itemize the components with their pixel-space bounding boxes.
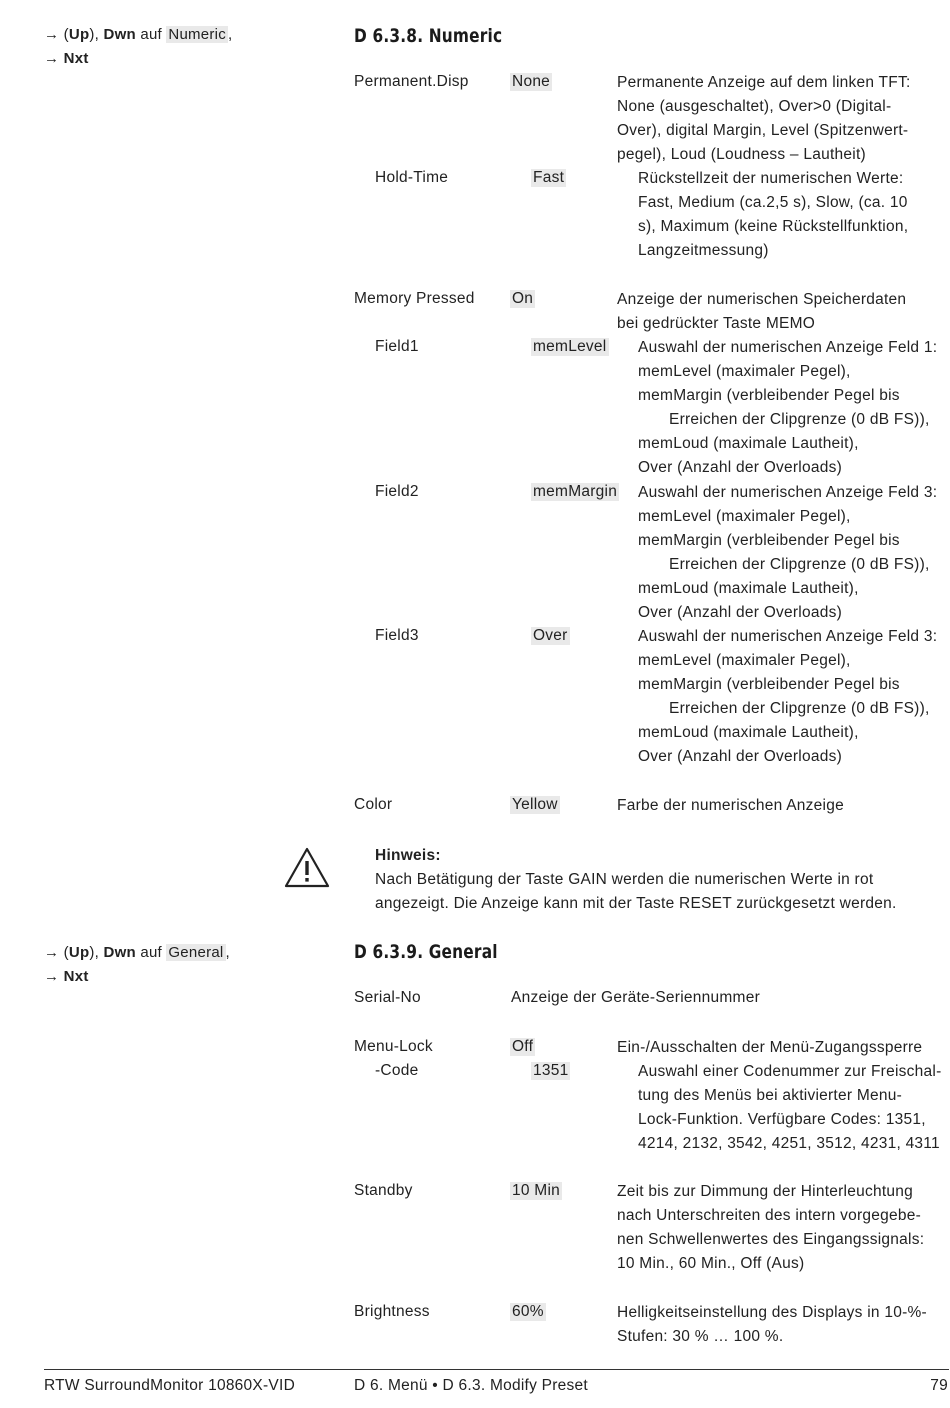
value-standby: 10 Min xyxy=(512,1182,561,1199)
footer-breadcrumb: D 6. Menü • D 6.3. Modify Preset xyxy=(354,1377,588,1394)
param-field3: Field3 xyxy=(375,627,419,644)
param-code: -Code xyxy=(375,1062,419,1079)
desc-memory-pressed: Anzeige der numerischen Speicherdaten bei gedrückter Taste MEMO xyxy=(617,291,907,333)
param-menu-lock: Menu-Lock xyxy=(354,1038,433,1055)
value-menu-lock: Off xyxy=(512,1038,534,1055)
value-field1: memLevel xyxy=(533,338,607,355)
desc-code: Auswahl einer Codenummer zur Freischal- tung des Menüs bei aktivierter Menu- Lock-Funktion. Verfügbare Codes: 1351, 4214, 2132, 3542, 4251, 3512, 4231, 4311 xyxy=(638,1063,942,1153)
key-nxt: Nxt xyxy=(63,50,89,67)
arrow-icon: → xyxy=(44,968,60,985)
key-dwn: Dwn xyxy=(103,944,136,961)
value-permanent-disp: None xyxy=(512,73,551,90)
param-memory-pressed: Memory Pressed xyxy=(354,290,475,307)
key-up: Up xyxy=(68,26,90,43)
param-standby: Standby xyxy=(354,1182,413,1199)
note-title: Hinweis: xyxy=(375,847,441,864)
footer-product: RTW SurroundMonitor 10860X-VID xyxy=(44,1377,296,1394)
desc-serial-no: Anzeige der Geräte-Seriennummer xyxy=(511,989,760,1006)
desc-field3: Auswahl der numerischen Anzeige Feld 3: memLevel (maximaler Pegel), memMargin (verbleibender Pegel bis Erreichen der Clipgrenze (0 dB FS)), memLoud (maximale Lautheit), Over (Anzahl der Overloads) xyxy=(638,628,938,766)
nav-hint-numeric: → (Up), Dwn auf Numeric , → Nxt xyxy=(44,26,233,67)
page-number: 79 xyxy=(930,1377,948,1394)
warning-icon xyxy=(284,846,330,888)
footer-divider xyxy=(44,1369,949,1370)
nav-hint-general: → (Up), Dwn auf General , → Nxt xyxy=(44,944,230,985)
menu-target-numeric: Numeric xyxy=(168,26,226,43)
desc-permanent-disp: Permanente Anzeige auf dem linken TFT: None (ausgeschaltet), Over>0 (Digital- Over), digital Margin, Level (Spitzenwert- pegel), Loud (Loudness – Lautheit) xyxy=(617,74,911,164)
param-hold-time: Hold-Time xyxy=(375,169,449,186)
section-title-general: D 6.3.9. General xyxy=(354,941,498,963)
key-nxt: Nxt xyxy=(63,968,89,985)
desc-color: Farbe der numerischen Anzeige xyxy=(617,797,844,814)
desc-field1: Auswahl der numerischen Anzeige Feld 1: memLevel (maximaler Pegel), memMargin (verbleibender Pegel bis Erreichen der Clipgrenze (0 dB FS)), memLoud (maximale Lautheit), Over (Anzahl der Overloads) xyxy=(638,339,938,477)
note-line: angezeigt. Die Anzeige kann mit der Taste RESET zurückgesetzt werden. xyxy=(375,895,897,913)
param-serial-no: Serial-No xyxy=(354,989,421,1006)
arrow-icon: → xyxy=(44,944,60,961)
param-color: Color xyxy=(354,796,393,813)
desc-field2: Auswahl der numerischen Anzeige Feld 3: memLevel (maximaler Pegel), memMargin (verbleibender Pegel bis Erreichen der Clipgrenze (0 dB FS)), memLoud (maximale Lautheit), Over (Anzahl der Overloads) xyxy=(638,484,938,622)
desc-standby: Zeit bis zur Dimmung der Hinterleuchtung nach Unterschreiten des intern vorgegebe- nen Schwellenwertes des Eingangssignals: 10 Min., 60 Min., Off (Aus) xyxy=(617,1183,925,1273)
param-brightness: Brightness xyxy=(354,1303,430,1320)
desc-hold-time: Rückstellzeit der numerischen Werte: Fast, Medium (ca.2,5 s), Slow, (ca. 10 s), Maximum (keine Rückstellfunktion, Langzeitmessung) xyxy=(638,170,909,260)
section-title-numeric: D 6.3.8. Numeric xyxy=(354,25,503,47)
menu-target-general: General xyxy=(168,944,224,961)
key-dwn: Dwn xyxy=(103,26,136,43)
param-field1: Field1 xyxy=(375,338,419,355)
value-memory-pressed: On xyxy=(512,290,534,307)
key-up: Up xyxy=(68,944,90,961)
value-color: Yellow xyxy=(512,796,558,813)
note-line: Nach Betätigung der Taste GAIN werden die numerischen Werte in rot xyxy=(375,871,874,889)
value-code: 1351 xyxy=(533,1062,569,1079)
value-hold-time: Fast xyxy=(533,169,565,186)
arrow-icon: → xyxy=(44,50,60,67)
arrow-icon: → xyxy=(44,26,60,43)
desc-brightness: Helligkeitseinstellung des Displays in 10-%- Stufen: 30 % … 100 %. xyxy=(617,1304,927,1346)
value-brightness: 60% xyxy=(512,1303,544,1320)
value-field3: Over xyxy=(533,627,568,644)
param-permanent-disp: Permanent.Disp xyxy=(354,73,469,90)
param-field2: Field2 xyxy=(375,483,419,500)
value-field2: memMargin xyxy=(533,483,618,500)
desc-menu-lock: Ein-/Ausschalten der Menü-Zugangssperre xyxy=(617,1039,923,1056)
note-block xyxy=(375,844,897,916)
